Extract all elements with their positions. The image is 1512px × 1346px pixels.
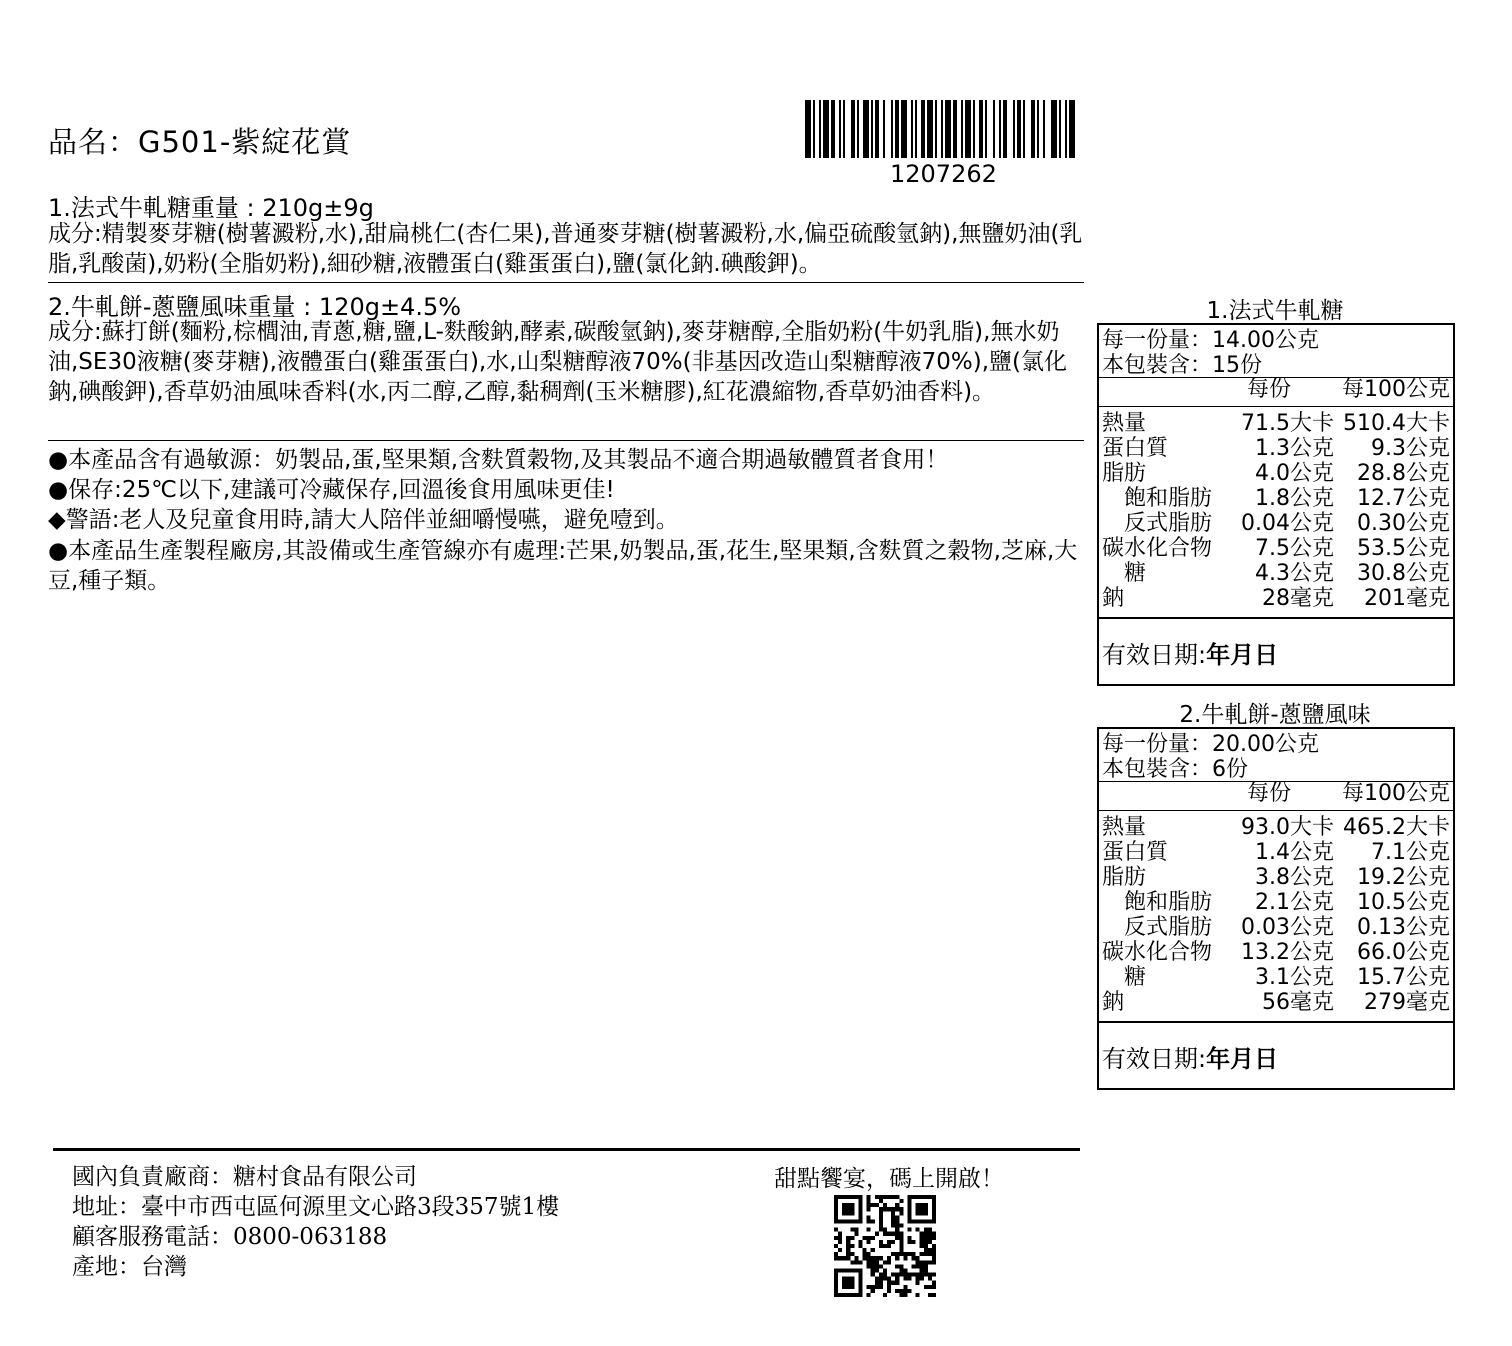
nutrient-row	[1099, 940, 1453, 965]
expiry-value: 年月日	[1206, 1045, 1279, 1073]
nutrient-per-serving: 1.4公克	[1255, 840, 1334, 865]
nutrient-per-serving: 3.1公克	[1255, 965, 1334, 990]
nutrient-per-serving: 56毫克	[1262, 990, 1334, 1015]
product2-ingredients: 成分:蘇打餅(麵粉,棕櫚油,青蔥,糖,鹽,L-麩酸鈉,酵素,碳酸氫鈉),麥芽糖醇,全脂奶粉(牛奶乳脂),無水奶油,SE30液糖(麥芽糖),液體蛋白(雞蛋蛋白),水,山梨糖醇液70%(非基因改造山梨糖醇液70%),鹽(氯化鈉,碘酸鉀),香草奶油風味香料(水,丙二醇,乙醇,黏稠劑(玉米糖膠),紅花濃縮物,香草奶油香料)。	[48, 319, 1068, 405]
divider	[1099, 617, 1453, 619]
nutrient-name: 飽和脂肪	[1102, 486, 1213, 511]
nutrient-row	[1099, 436, 1453, 461]
note-warning: ◆警語:老人及兒童食用時,請大人陪伴並細嚼慢嚥，避免噎到。	[48, 507, 679, 533]
nutrition-title: 1.法式牛軋糖	[1206, 298, 1344, 324]
nutrient-per-100g: 9.3公克	[1371, 436, 1450, 461]
nutrient-per-100g: 510.4大卡	[1343, 411, 1450, 436]
phone: 顧客服務電話：0800-063188	[72, 1224, 388, 1250]
nutrient-row	[1099, 511, 1453, 536]
nutrient-row	[1099, 990, 1453, 1015]
divider	[48, 440, 1084, 441]
col-per-serving: 每份	[1246, 781, 1291, 806]
nutrient-name: 碳水化合物	[1102, 940, 1213, 965]
expiry-label: 有效日期:	[1102, 641, 1207, 669]
serving-size: 每一份量：20.00公克	[1102, 732, 1319, 757]
nutrient-name: 糖	[1102, 561, 1147, 586]
nutrient-row	[1099, 536, 1453, 561]
qr-code[interactable]	[834, 1195, 936, 1297]
nutrient-row	[1099, 486, 1453, 511]
note-allergen: ●本產品含有過敏源：奶製品,蛋,堅果類,含麩質穀物,及其製品不適合期過敏體質者食用！	[48, 447, 949, 473]
nutrient-per-100g: 201毫克	[1364, 586, 1450, 611]
expiry-value: 年月日	[1206, 641, 1279, 669]
product1-ingredients: 成分:精製麥芽糖(樹薯澱粉,水),甜扁桃仁(杏仁果),普通麥芽糖(樹薯澱粉,水,偏亞硫酸氫鈉),無鹽奶油(乳脂,乳酸菌),奶粉(全脂奶粉),細砂糖,液體蛋白(雞蛋蛋白),鹽(氯化鈉.碘酸鉀)。	[48, 221, 1083, 277]
nutrient-row	[1099, 815, 1453, 840]
nutrient-per-serving: 7.5公克	[1255, 536, 1334, 561]
nutrition-header	[1099, 783, 1453, 811]
nutrient-name: 熱量	[1102, 411, 1147, 436]
nutrient-row	[1099, 411, 1453, 436]
nutrient-per-serving: 1.3公克	[1255, 436, 1334, 461]
nutrient-row	[1099, 890, 1453, 915]
nutrient-per-100g: 279毫克	[1364, 990, 1450, 1015]
nutrient-row	[1099, 915, 1453, 940]
nutrient-name: 反式脂肪	[1102, 915, 1213, 940]
expiry-label: 有效日期:	[1102, 1045, 1207, 1073]
nutrition-table	[1097, 323, 1455, 686]
nutrient-per-100g: 15.7公克	[1357, 965, 1450, 990]
origin: 產地：台灣	[72, 1254, 187, 1280]
nutrient-row	[1099, 865, 1453, 890]
serving-size: 每一份量：14.00公克	[1102, 328, 1319, 353]
nutrient-per-serving: 93.0大卡	[1241, 815, 1334, 840]
nutrient-per-100g: 30.8公克	[1357, 561, 1450, 586]
expiry-date	[1102, 1039, 1278, 1074]
barcode	[805, 100, 1077, 158]
col-per-serving: 每份	[1246, 377, 1291, 402]
nutrient-row	[1099, 561, 1453, 586]
nutrition-title: 2.牛軋餅-蔥鹽風味	[1179, 702, 1371, 728]
nutrient-name: 鈉	[1102, 586, 1125, 611]
col-per-100g: 每100公克	[1342, 377, 1450, 402]
nutrient-per-serving: 71.5大卡	[1241, 411, 1334, 436]
col-per-100g: 每100公克	[1342, 781, 1450, 806]
nutrient-row	[1099, 586, 1453, 611]
nutrient-per-serving: 13.2公克	[1241, 940, 1334, 965]
note-storage: ●保存:25℃以下,建議可冷藏保存,回溫後食用風味更佳!	[48, 477, 615, 503]
nutrient-per-100g: 0.13公克	[1357, 915, 1450, 940]
footer-divider	[53, 1148, 1080, 1151]
nutrient-per-serving: 28毫克	[1262, 586, 1334, 611]
nutrient-row	[1099, 840, 1453, 865]
divider	[48, 282, 1084, 283]
servings-per-package: 本包裝含：6份	[1102, 757, 1248, 782]
nutrient-name: 飽和脂肪	[1102, 890, 1213, 915]
nutrient-per-serving: 0.03公克	[1241, 915, 1334, 940]
nutrient-per-100g: 465.2大卡	[1343, 815, 1450, 840]
product2-heading: 2.牛軋餅-蔥鹽風味重量 : 120g±4.5%	[48, 293, 462, 321]
nutrient-per-serving: 2.1公克	[1255, 890, 1334, 915]
nutrient-per-serving: 4.3公克	[1255, 561, 1334, 586]
product-name: 品名：G501-紫綻花賞	[48, 125, 352, 159]
nutrient-row	[1099, 461, 1453, 486]
nutrient-name: 鈉	[1102, 990, 1125, 1015]
nutrition-table	[1097, 727, 1455, 1090]
qr-slogan: 甜點饗宴，碼上開啟！	[774, 1166, 1004, 1192]
nutrient-name: 熱量	[1102, 815, 1147, 840]
nutrient-per-100g: 28.8公克	[1357, 461, 1450, 486]
distributor: 國內負責廠商：糖村食品有限公司	[72, 1164, 417, 1190]
nutrition-header	[1099, 379, 1453, 407]
nutrient-name: 蛋白質	[1102, 840, 1169, 865]
nutrient-name: 蛋白質	[1102, 436, 1169, 461]
nutrient-name: 碳水化合物	[1102, 536, 1213, 561]
nutrient-per-serving: 3.8公克	[1255, 865, 1334, 890]
servings-per-package: 本包裝含：15份	[1102, 353, 1262, 378]
divider	[1099, 1021, 1453, 1023]
nutrient-per-100g: 7.1公克	[1371, 840, 1450, 865]
product1-heading: 1.法式牛軋糖重量 : 210g±9g	[48, 194, 374, 222]
nutrient-per-100g: 10.5公克	[1357, 890, 1450, 915]
nutrient-per-serving: 0.04公克	[1241, 511, 1334, 536]
nutrient-per-100g: 19.2公克	[1357, 865, 1450, 890]
address: 地址：臺中市西屯區何源里文心路3段357號1樓	[72, 1194, 560, 1220]
nutrient-name: 脂肪	[1102, 461, 1147, 486]
nutrient-per-serving: 4.0公克	[1255, 461, 1334, 486]
nutrient-per-100g: 12.7公克	[1357, 486, 1450, 511]
nutrient-name: 脂肪	[1102, 865, 1147, 890]
nutrient-per-serving: 1.8公克	[1255, 486, 1334, 511]
note-facility: ●本產品生產製程廠房,其設備或生產管線亦有處理:芒果,奶製品,蛋,花生,堅果類,含麩質之穀物,芝麻,大豆,種子類。	[48, 538, 1078, 594]
nutrient-per-100g: 66.0公克	[1357, 940, 1450, 965]
nutrient-per-100g: 0.30公克	[1357, 511, 1450, 536]
nutrient-per-100g: 53.5公克	[1357, 536, 1450, 561]
nutrient-name: 糖	[1102, 965, 1147, 990]
nutrient-row	[1099, 965, 1453, 990]
expiry-date	[1102, 635, 1278, 670]
barcode-number: 1207262	[890, 160, 997, 188]
nutrient-name: 反式脂肪	[1102, 511, 1213, 536]
